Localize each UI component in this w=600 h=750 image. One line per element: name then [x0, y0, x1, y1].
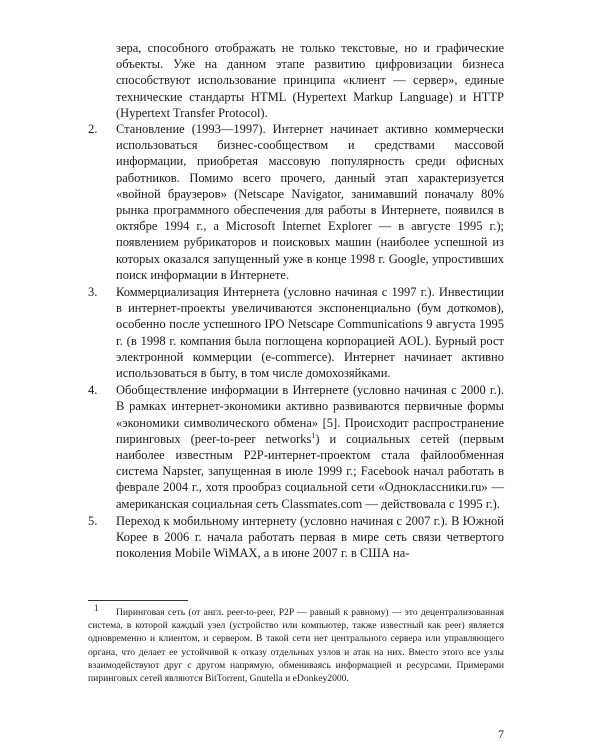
list-item-text-part2: ) и социальных сетей (первым наиболее известным P2P-интернет-проектом стала файлообменная система Napster, запущенная в июле 1999 г.; Facebook начал работать в феврале 2004 г., хотя прообраз социальной сети «Одноклассники.ru» — американская социальная сеть Classmates.com — действовала с 1995 г.).	[116, 431, 504, 511]
list-item-text: Переход к мобильному интернету (условно начиная с 2007 г.). В Южной Корее в 2006 г. начала работать первая в мире сеть связи четвертого поколения Mobile WiMAX, а в июне 2007 г. в США на-	[116, 513, 504, 561]
list-item-text: Коммерциализация Интернета (условно начиная с 1997 г.). Инвестиции в интернет-проекты увеличиваются экспоненциально (бум доткомов), особенно после успешного IPO Netscape Communications 9 августа 1995 г. (в 1998 г. компания была поглощена корпорацией AOL). Бурный рост электронной коммерции (e-commerce). Интернет начинает активно использоваться в быту, в том числе домохозяйками.	[116, 285, 504, 381]
list-item-5	[88, 513, 504, 562]
list-item-text: Становление (1993—1997). Интернет начинает активно коммерчески использоваться бизнес-сообществом и средствами массовой информации, приобретая массовую популярность среди офисных работников. Помимо всего прочего, данный этап характеризуется «войной браузеров» (Netscape Navigator, занимавший поначалу 80% рынка программного обеспечения для работы в Интернете, появился в октябре 1994 г., а Microsoft Internet Explorer — в августе 1995 г.); появлением рубрикаторов и поисковых машин (наиболее успешной из которых оказался запущенный уже в конце 1998 г. Google, упростивших поиск информации в Интернете.	[116, 122, 504, 282]
continuation-paragraph: зера, способного отображать не только текстовые, но и графические объекты. Уже на данном этапе развитию цифровизации бизнеса способствуют использование принципа «клиент — сервер», единые технические стандарты HTML (Hypertext Markup Language) и HTTP (Hypertext Transfer Protocol).	[116, 41, 504, 120]
list-item-number: 5.	[88, 513, 98, 528]
footnote-divider	[88, 600, 188, 601]
main-text	[88, 40, 504, 562]
list-item-number: 4.	[88, 383, 98, 398]
footnote-text: Пиринговая сеть (от англ. peer-to-peer, P2P — равный к равному) — это децентрализованная система, в которой каждый узел (устройство или компьютер, также известный как peer) является одновременно и клиентом, и сервером. В такой сети нет центрального сервера или управляющего органа, что делает ее устойчивой к отказу отдельных узлов и атак на них. Вместо этого все узлы взаимодействуют друг с другом напрямую, обмениваясь информацией и ресурсами. Примерами пиринговых сетей являются BitTorrent, Gnutella и eDonkey2000.	[88, 607, 504, 685]
list-item-2	[88, 121, 504, 283]
list-item-number: 3.	[88, 285, 98, 300]
footnote: $^1$ Пиринговая сеть (от англ. peer-to-peer, P2P — равный к равному) — это децентрализованная система, в которой каждый узел (устройство или компьютер, также известный как peer) является одновременно и клиентом, и сервером. В такой сети нет центрального сервера или управляющего органа, что делает ее устойчивой к отказу отдельных узлов и атак на них. Вместо этого все узлы взаимодействуют друг с другом напрямую, обмениваясь информацией и ресурсами. Примерами пиринговых сетей являются BitTorrent, Gnutella и eDonkey2000.	[88, 602, 504, 685]
list-item-text	[116, 382, 504, 512]
list-item-text-part1: Обобществление информации в Интернете (условно начиная с 2000 г.). В рамках интернет-экономики активно развиваются первичные формы «экономики символического обмена» [5]. Происходит распространение пиринговых (peer-to-peer networks	[116, 383, 504, 446]
page-number: 7	[498, 727, 504, 741]
list-item-number: 2.	[88, 122, 98, 137]
list-item-3	[88, 284, 504, 381]
footnote-reference[interactable]: 1	[311, 430, 316, 440]
list-item-4	[88, 382, 504, 512]
